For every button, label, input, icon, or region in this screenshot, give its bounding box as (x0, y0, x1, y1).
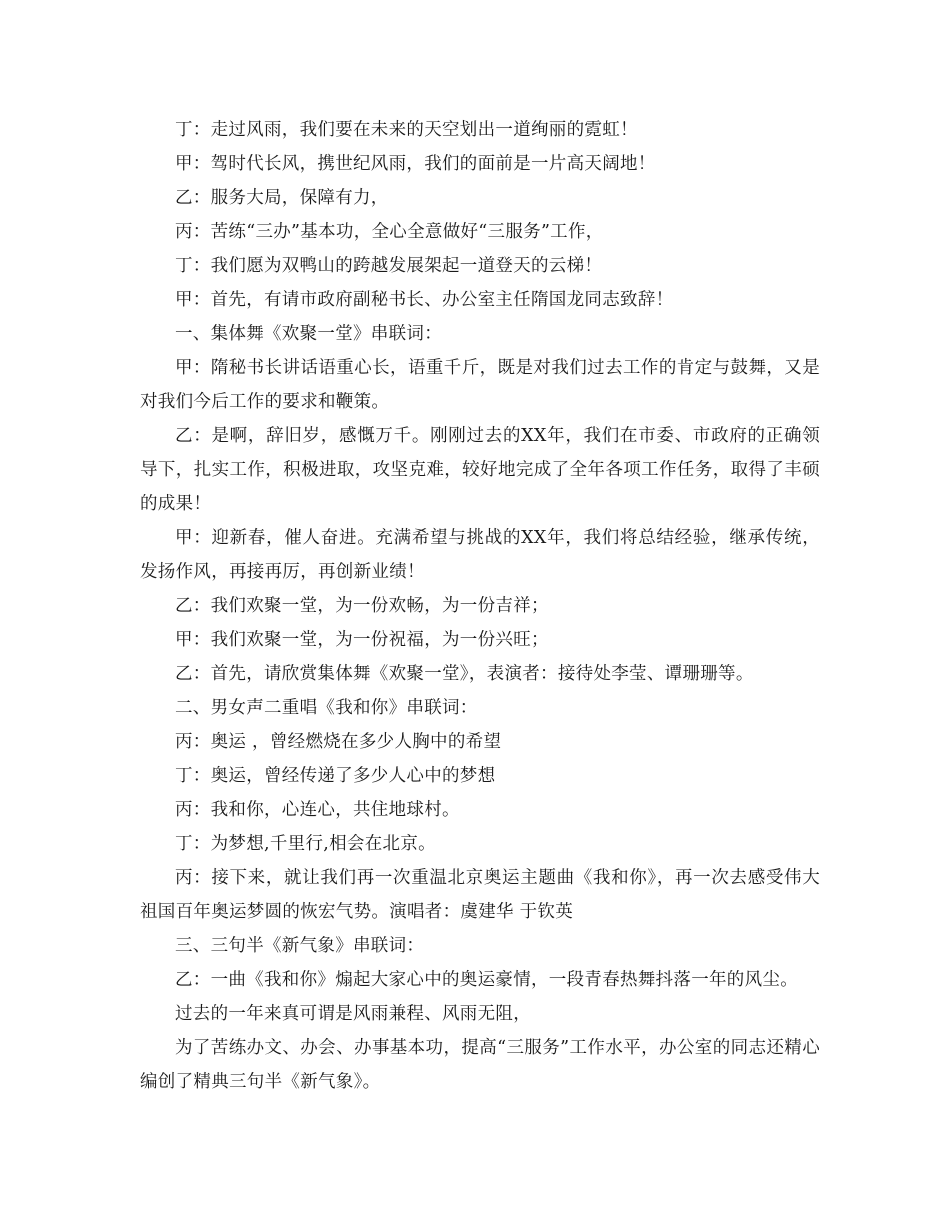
paragraph: 为了苦练办文、办会、办事基本功，提高“三服务”工作水平，办公室的同志还精心编创了精典三句半《新气象》。 (140, 1038, 820, 1092)
paragraph: 甲：我们欢聚一堂，为一份祝福，为一份兴旺； (175, 630, 549, 650)
paragraph: 甲：迎新春，催人奋进。充满希望与挑战的XX年，我们将总结经验，继承传统，发扬作风，再接再厉，再创新业绩！ (140, 528, 820, 582)
paragraph: 乙：首先，请欣赏集体舞《欢聚一堂》，表演者：接待处李莹、谭珊珊等。 (175, 664, 754, 684)
section-heading: 一、集体舞《欢聚一堂》串联词： (175, 324, 442, 344)
paragraph: 乙：一曲《我和你》煽起大家心中的奥运豪情，一段青春热舞抖落一年的风尘。 (175, 970, 798, 990)
document-body (140, 113, 820, 1099)
paragraph: 丙：奥运 ，曾经燃烧在多少人胸中的希望 (175, 732, 502, 752)
paragraph: 乙：我们欢聚一堂，为一份欢畅，为一份吉祥； (175, 596, 549, 616)
paragraph: 乙：是啊，辞旧岁，感慨万千。刚刚过去的XX年，我们在市委、市政府的正确领导下，扎实工作，积极进取，攻坚克难，较好地完成了全年各项工作任务，取得了丰硕的成果！ (140, 426, 820, 514)
paragraph: 甲：首先，有请市政府副秘书长、办公室主任隋国龙同志致辞！ (175, 290, 674, 310)
paragraph: 甲：隋秘书长讲话语重心长，语重千斤，既是对我们过去工作的肯定与鼓舞，又是对我们今后工作的要求和鞭策。 (140, 358, 820, 412)
section-heading: 二、男女声二重唱《我和你》串联词： (175, 698, 478, 718)
paragraph: 丁：我们愿为双鸭山的跨越发展架起一道登天的云梯！ (175, 256, 603, 276)
paragraph: 乙：服务大局，保障有力， (175, 188, 389, 208)
paragraph: 丙：接下来，就让我们再一次重温北京奥运主题曲《我和你》，再一次去感受伟大祖国百年奥运梦圆的恢宏气势。演唱者：虞建华 于钦英 (140, 868, 820, 922)
paragraph: 丙：苦练“三办”基本功，全心全意做好“三服务”工作， (175, 222, 604, 242)
section-heading: 三、三句半《新气象》串联词： (175, 936, 425, 956)
paragraph: 丁：走过风雨，我们要在未来的天空划出一道绚丽的霓虹！ (175, 120, 638, 140)
paragraph: 丁：为梦想,千里行,相会在北京。 (175, 834, 436, 854)
paragraph: 过去的一年来真可谓是风雨兼程、风雨无阻， (175, 1004, 531, 1024)
paragraph: 丙：我和你，心连心，共住地球村。 (175, 800, 460, 820)
paragraph: 丁：奥运，曾经传递了多少人心中的梦想 (175, 766, 496, 786)
paragraph: 甲：驾时代长风，携世纪风雨，我们的面前是一片高天阔地！ (175, 154, 656, 174)
